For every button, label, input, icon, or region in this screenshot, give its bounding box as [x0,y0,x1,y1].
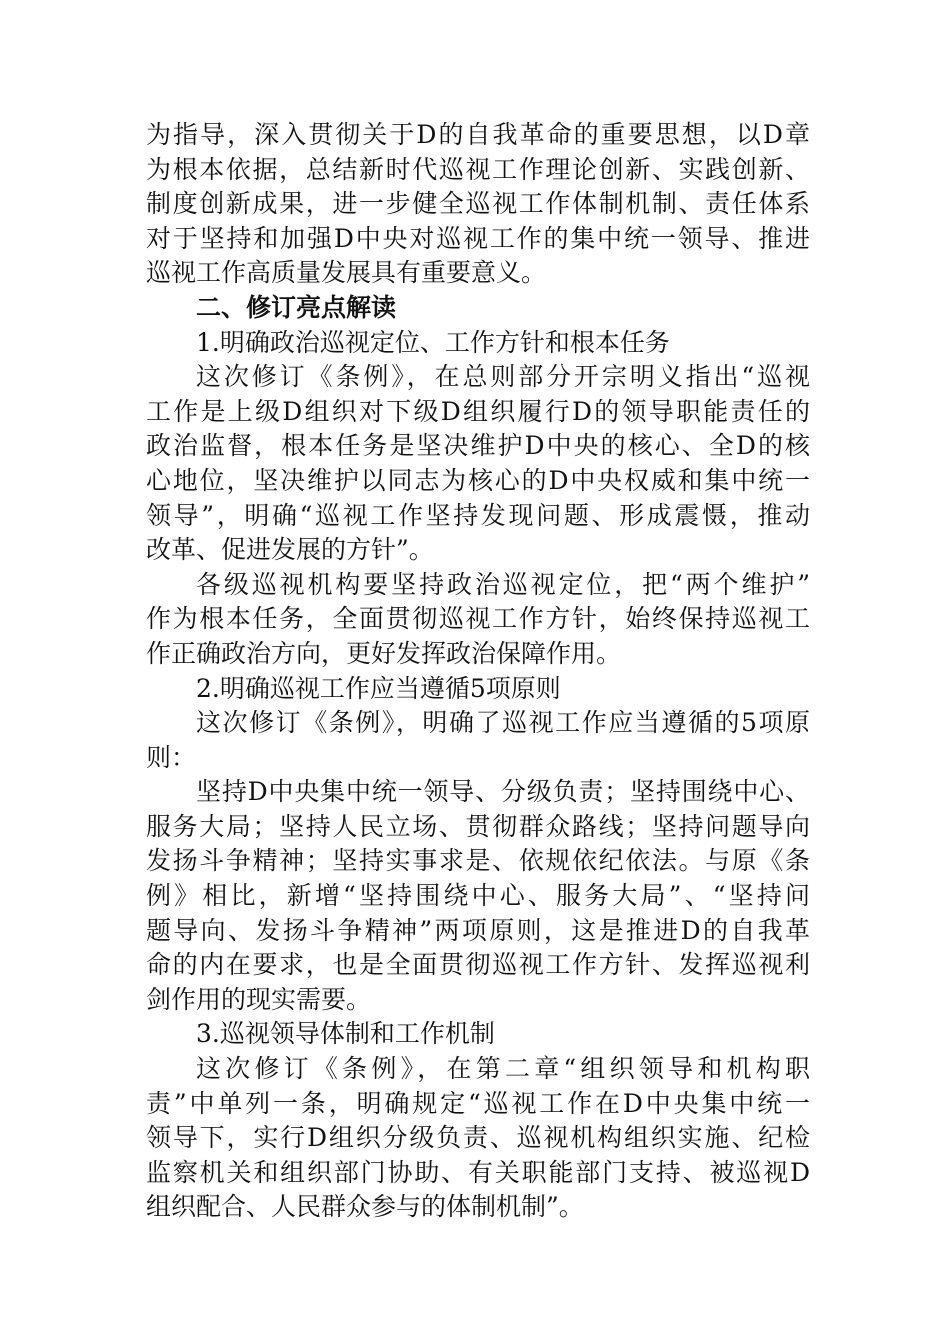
text-line: 3.巡视领导体制和工作机制 [196,1019,495,1049]
text-line: 巡视工作高质量发展具有重要意义。 [146,258,547,288]
text-line: 命的内在要求，也是全面贯彻巡视工作方针、发挥巡视利 [146,950,810,980]
text-line: 领导下，实行D组织分级负责、巡视机构组织实施、纪检 [146,1123,810,1153]
text-line: 作为根本任务，全面贯彻巡视工作方针，始终保持巡视工 [146,604,810,634]
text-line: 题导向、发扬斗争精神”两项原则，这是推进D的自我革 [146,915,810,945]
text-line: 心地位，坚决维护以同志为核心的D中央权威和集中统一 [146,465,810,495]
document-page [146,118,810,1225]
text-line: 发扬斗争精神；坚持实事求是、依规依纪依法。与原《条 [146,846,810,876]
text-line: 坚持D中央集中统一领导、分级负责；坚持围绕中心、 [196,777,810,807]
text-line: 例》相比，新增“坚持围绕中心、服务大局”、“坚持问 [146,881,810,911]
text-line: 这次修订《条例》，在第二章“组织领导和机构职 [196,1054,810,1084]
text-line: 服务大局；坚持人民立场、贯彻群众路线；坚持问题导向 [146,811,810,841]
text-line: 2.明确巡视工作应当遵循5项原则 [196,673,561,703]
text-line: 各级巡视机构要坚持政治巡视定位，把“两个维护” [196,569,810,599]
text-line: 责”中单列一条，明确规定“巡视工作在D中央集中统一 [146,1088,810,1118]
text-line: 作正确政治方向，更好发挥政治保障作用。 [146,638,622,668]
text-line: 改革、促进发展的方针”。 [146,535,434,565]
text-line: 政治监督，根本任务是坚决维护D中央的核心、全D的核 [146,431,810,461]
text-line: 为根本依据，总结新时代巡视工作理论创新、实践创新、 [146,154,810,184]
text-line: 监察机关和组织部门协助、有关职能部门支持、被巡视D [146,1157,810,1187]
text-line: 为指导，深入贯彻关于D的自我革命的重要思想，以D章 [146,120,810,149]
text-line: 领导”，明确“巡视工作坚持发现问题、形成震慑，推动 [146,500,810,530]
section-heading: 二、修订亮点解读 [196,292,397,322]
text-line: 则： [146,742,197,772]
text-line: 这次修订《条例》，在总则部分开宗明义指出“巡视 [196,362,810,392]
text-line: 这次修订《条例》，明确了巡视工作应当遵循的5项原 [196,708,810,738]
text-line: 对于坚持和加强D中央对巡视工作的集中统一领导、推进 [146,223,810,253]
text-line: 组织配合、人民群众参与的体制机制”。 [146,1192,584,1222]
text-line: 工作是上级D组织对下级D组织履行D的领导职能责任的 [146,396,810,426]
text-line: 剑作用的现实需要。 [146,984,372,1014]
text-line: 1.明确政治巡视定位、工作方针和根本任务 [196,327,670,357]
text-line: 制度创新成果，进一步健全巡视工作体制机制、责任体系 [146,189,810,219]
